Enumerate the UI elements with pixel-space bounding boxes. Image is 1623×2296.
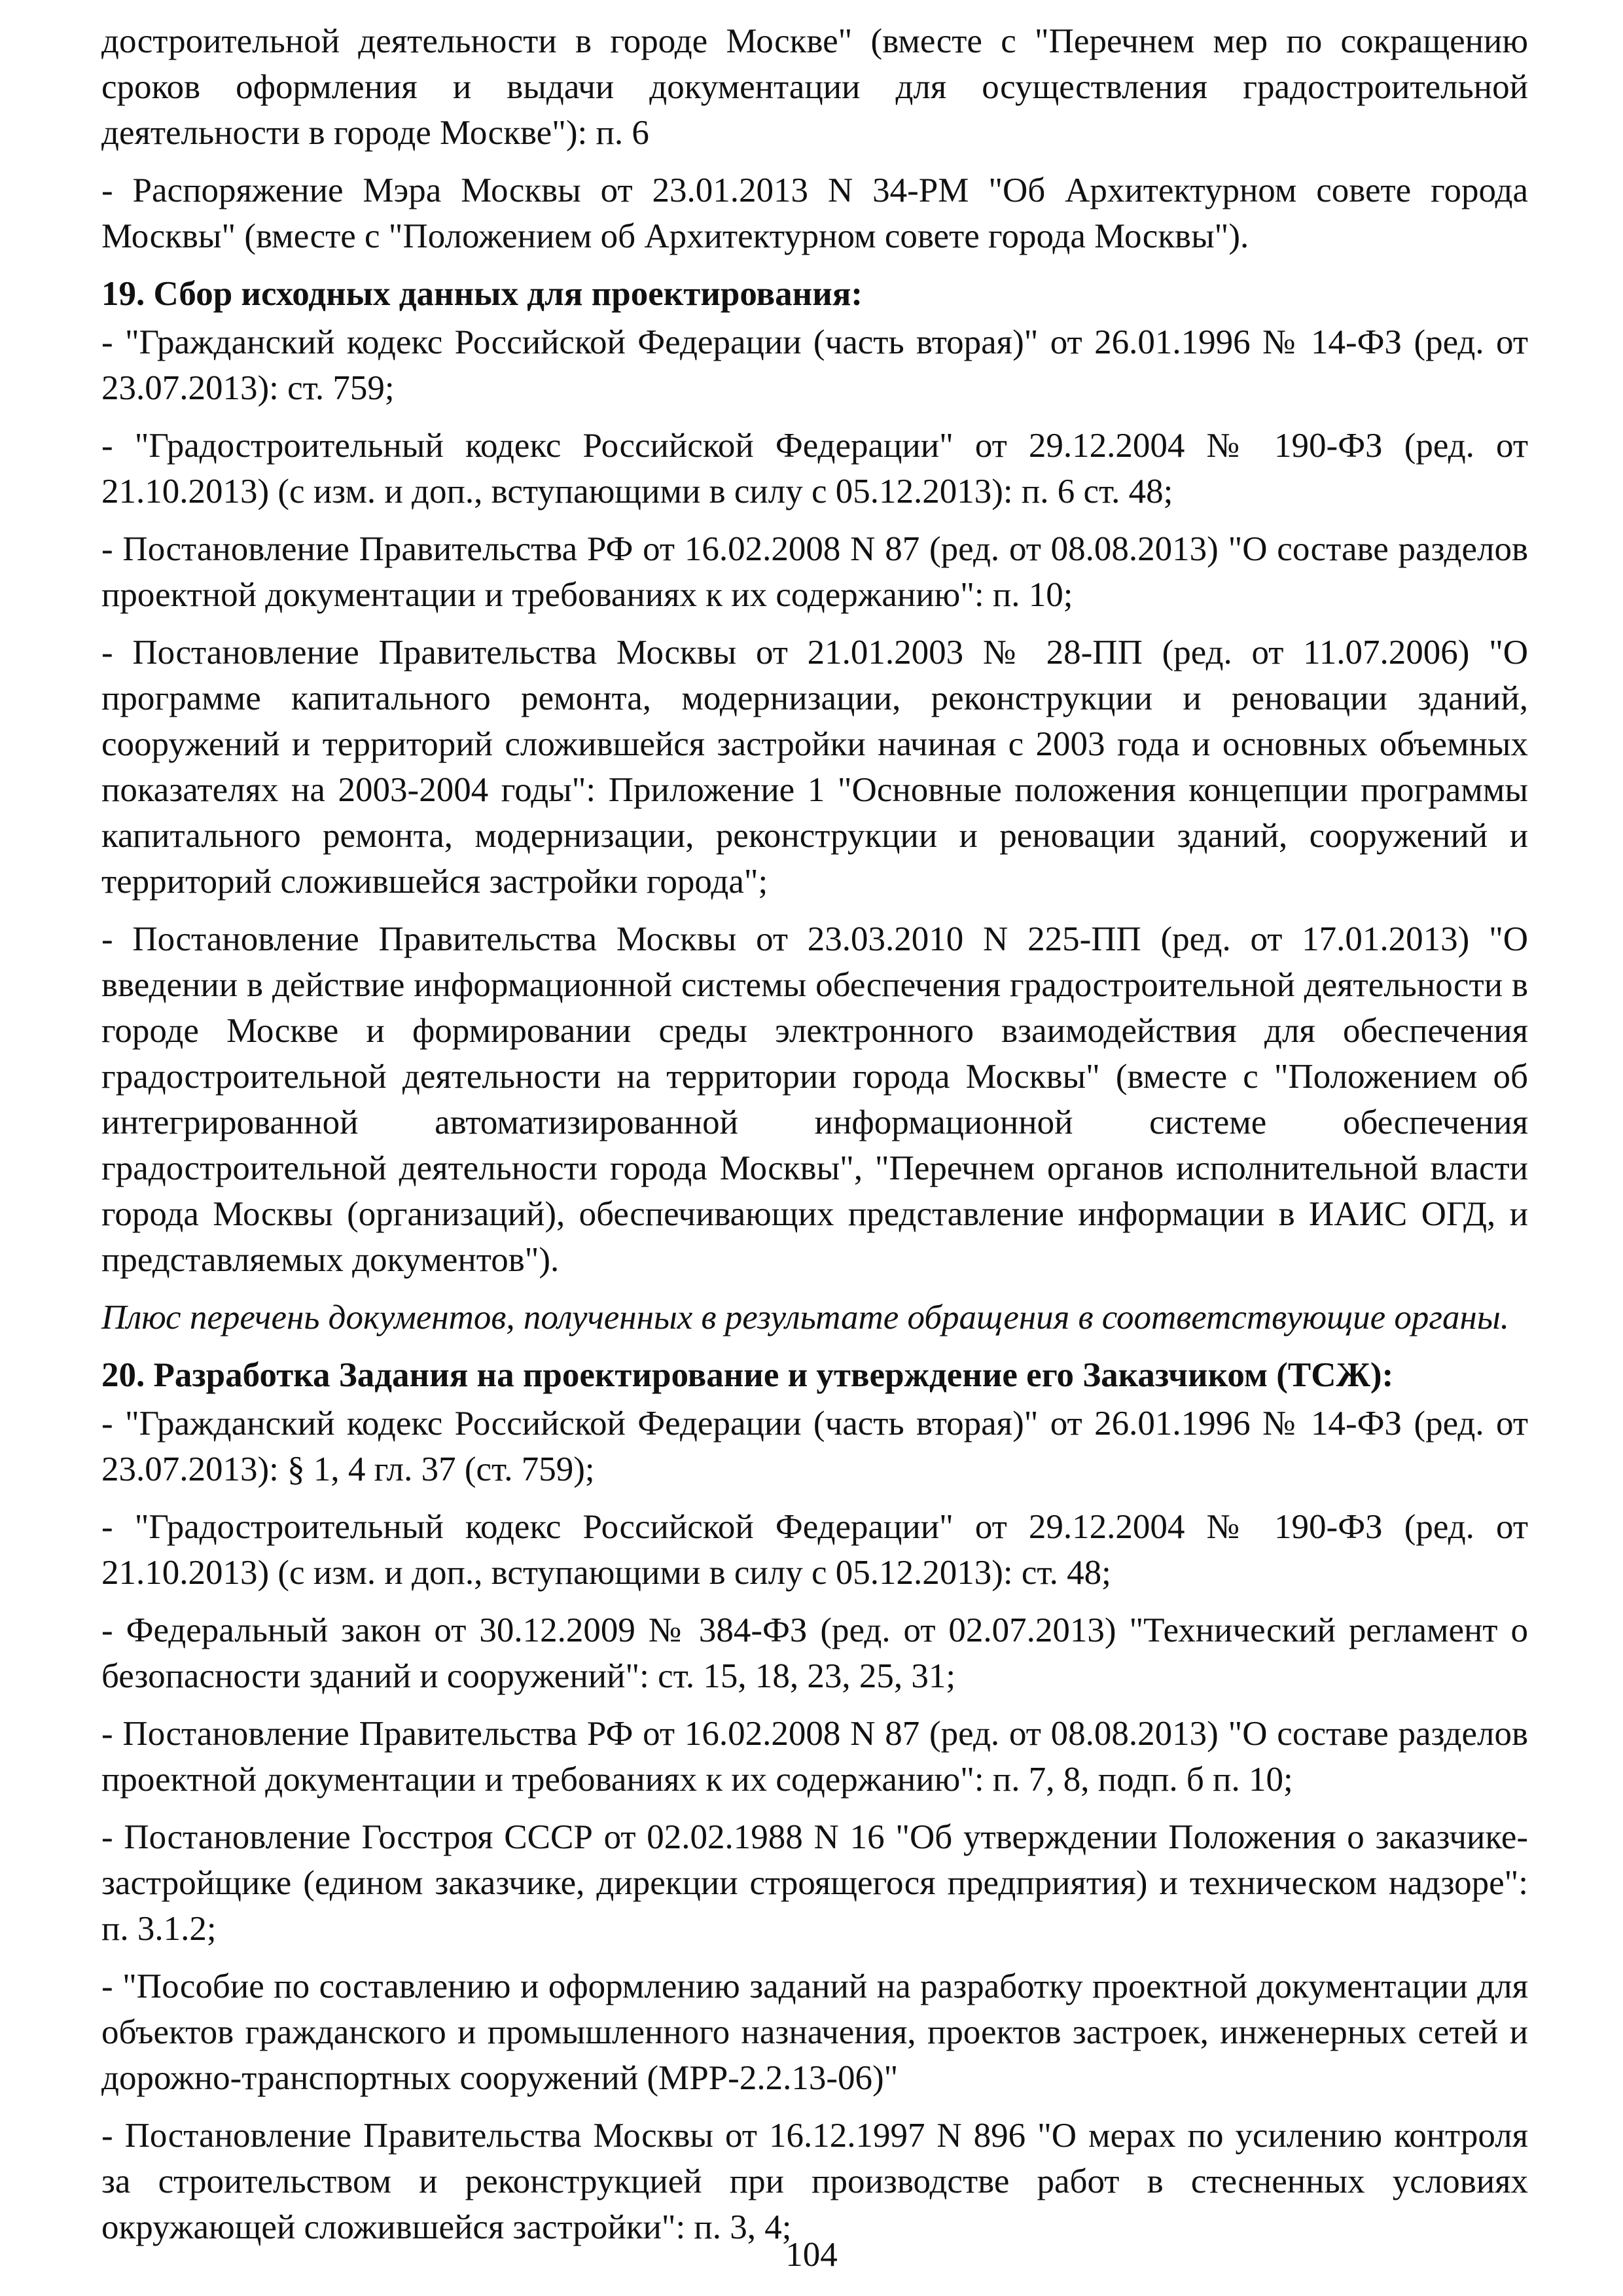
section-20-item: - "Градостроительный кодекс Российской Федерации" от 29.12.2004 № 190-ФЗ (ред. от 21.10.2013) (с изм. и доп., вступающими в силу с 05.12.2013): ст. 48; (101, 1508, 1528, 1592)
section-19-item: - Постановление Правительства РФ от 16.02.2008 N 87 (ред. от 08.08.2013) "О составе разделов проектной документации и требованиях к их содержанию": п. 10; (101, 530, 1528, 614)
section-19-item: - Постановление Правительства Москвы от 23.03.2010 N 225-ПП (ред. от 17.01.2013) "О введении в действие информационной системы обеспечения градостроительной деятельности в городе Москве и формировании среды электронного взаимодействия для обеспечения градостроительной деятельности на территории города Москвы" (вместе с "Положением об интегрированной автоматизированной информационной системе обеспечения градостроительной деятельности города Москвы", "Перечнем органов исполнительной власти города Москвы (организаций), обеспечивающих представление информации в ИАИС ОГД, и представляемых документов"). (101, 920, 1528, 1279)
section-20-item: - "Пособие по составлению и оформлению заданий на разработку проектной документации для объектов гражданского и промышленного назначения, проектов застроек, инженерных сетей и дорожно-транспортных сооружений (МРР-2.2.13-06)" (101, 1967, 1528, 2097)
section-20-item: - Постановление Правительства РФ от 16.02.2008 N 87 (ред. от 08.08.2013) "О составе разделов проектной документации и требованиях к их содержанию": п. 7, 8, подп. б п. 10; (101, 1715, 1528, 1799)
intro-paragraph-continuation: достроительной деятельности в городе Москве" (вместе с "Перечнем мер по сокращению сроков оформления и выдачи документации для осуществления градостроительной деятельности в городе Москве"): п. 6 (101, 22, 1528, 152)
document-page (101, 18, 1528, 2262)
section-20-item: - Постановление Правительства Москвы от 16.12.1997 N 896 "О мерах по усилению контроля за строительством и реконструкцией при производстве работ в стесненных условиях окружающей сложившейся застройки": п. 3, 4; (101, 2117, 1528, 2246)
section-19-item: - "Гражданский кодекс Российской Федерации (часть вторая)" от 26.01.1996 № 14-ФЗ (ред. от 23.07.2013): ст. 759; (101, 323, 1528, 407)
section-20 (101, 1352, 1528, 2250)
section-20-heading: 20. Разработка Задания на проектирование и утверждение его Заказчиком (ТСЖ): (101, 1356, 1394, 1394)
section-19 (101, 271, 1528, 1340)
section-20-item: - "Гражданский кодекс Российской Федерации (часть вторая)" от 26.01.1996 № 14-ФЗ (ред. от 23.07.2013): § 1, 4 гл. 37 (ст. 759); (101, 1405, 1528, 1488)
section-19-item: - "Градостроительный кодекс Российской Федерации" от 29.12.2004 № 190-ФЗ (ред. от 21.10.2013) (с изм. и доп., вступающими в силу с 05.12.2013): п. 6 ст. 48; (101, 427, 1528, 511)
page-number: 104 (785, 2236, 838, 2274)
section-19-item: - Постановление Правительства Москвы от 21.01.2003 № 28-ПП (ред. от 11.07.2006) "О программе капитального ремонта, модернизации, реконструкции и реновации зданий, сооружений и территорий сложившейся застройки начиная с 2003 года и основных объемных показателях на 2003-2004 годы": Приложение 1 "Основные положения концепции программы капитального ремонта, модернизации, реконструкции и реновации зданий, сооружений и территорий сложившейся застройки города"; (101, 634, 1528, 901)
section-20-item: - Федеральный закон от 30.12.2009 № 384-ФЗ (ред. от 02.07.2013) "Технический регламент о безопасности зданий и сооружений": ст. 15, 18, 23, 25, 31; (101, 1611, 1528, 1695)
section-19-note: Плюс перечень документов, полученных в результате обращения в соответствующие органы. (101, 1299, 1509, 1336)
section-20-item: - Постановление Госстроя СССР от 02.02.1988 N 16 "Об утверждении Положения о заказчике-застройщике (едином заказчике, дирекции строящегося предприятия) и техническом надзоре": п. 3.1.2; (101, 1818, 1528, 1948)
intro-paragraph-architectural-council: - Распоряжение Мэра Москвы от 23.01.2013 N 34-РМ "Об Архитектурном совете города Москвы" (вместе с "Положением об Архитектурном совете города Москвы"). (101, 171, 1528, 255)
section-19-heading: 19. Сбор исходных данных для проектирования: (101, 275, 863, 313)
